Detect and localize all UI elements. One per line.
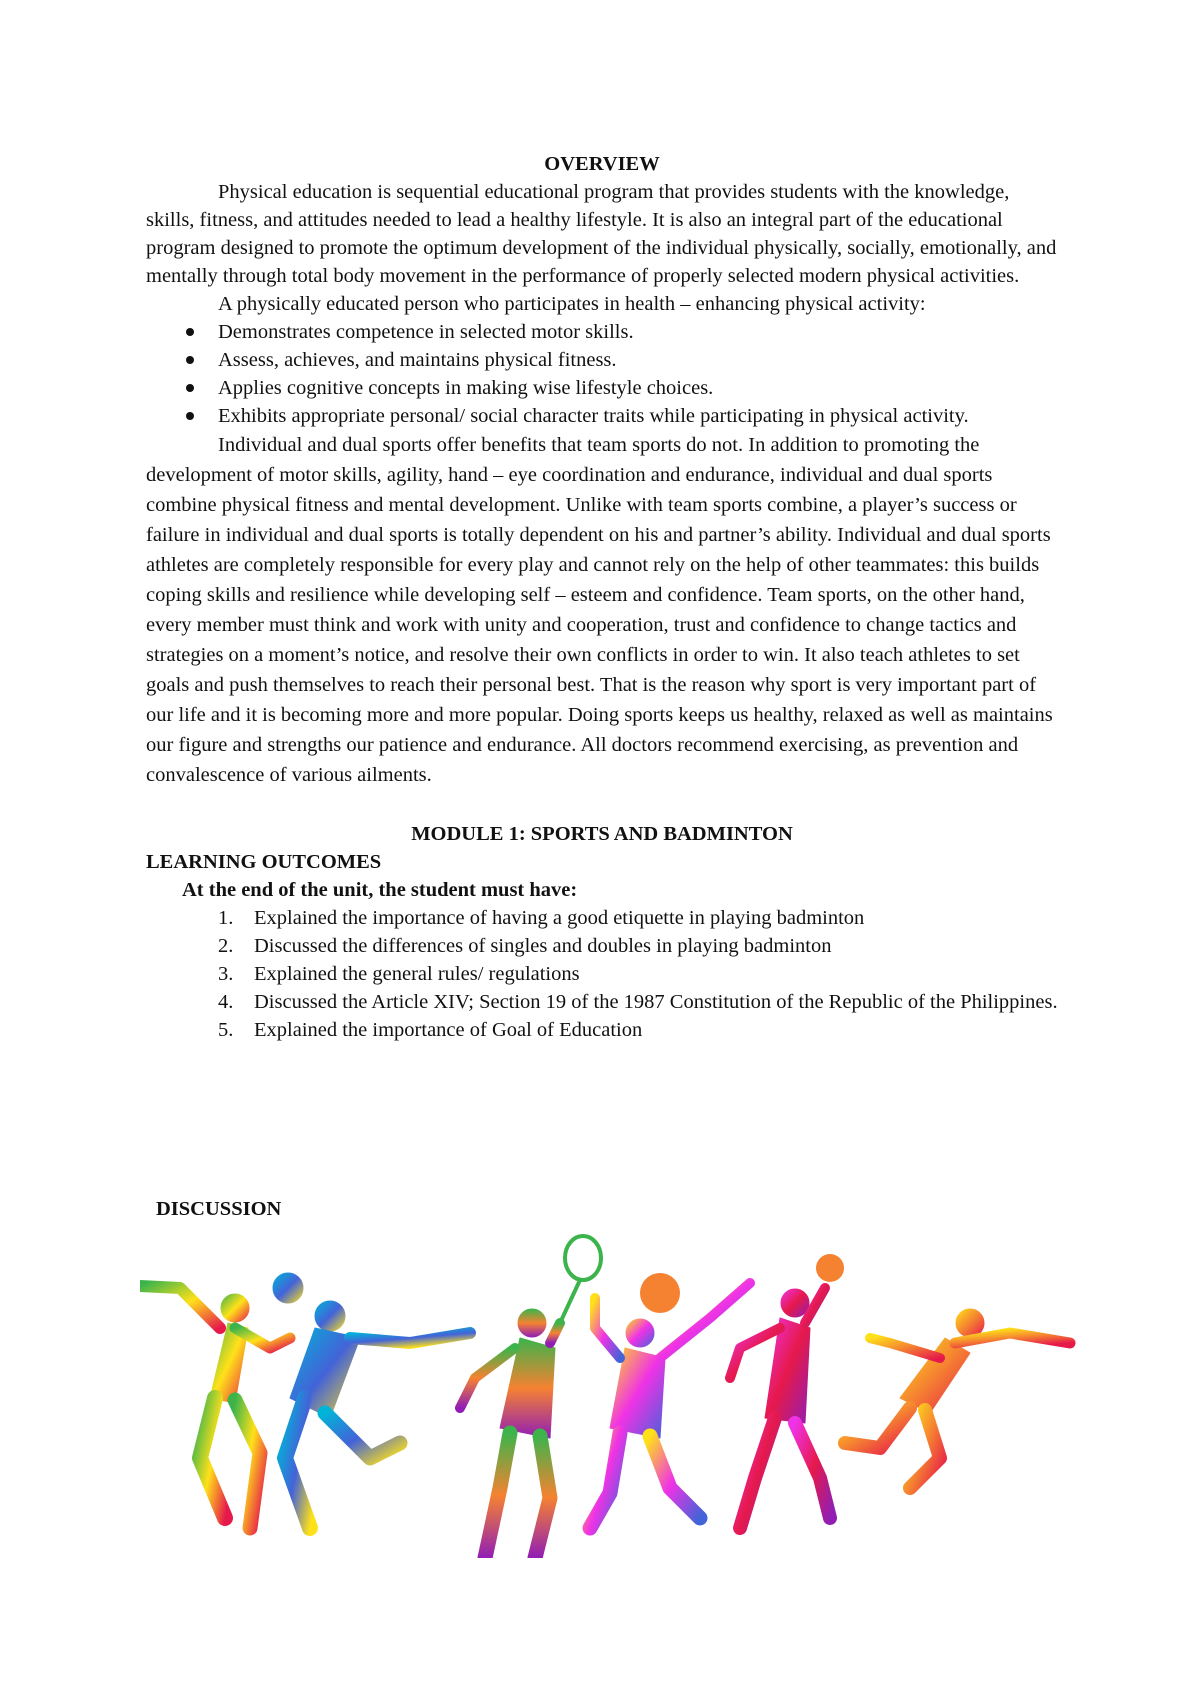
bullet-icon bbox=[186, 412, 194, 420]
list-number: 3. bbox=[218, 963, 234, 985]
volleyball-player-figure bbox=[590, 1273, 750, 1528]
list-item-text: Demonstrates competence in selected motor skills. bbox=[218, 321, 634, 343]
list-item-text: Discussed the differences of singles and doubles in playing badminton bbox=[254, 935, 832, 957]
list-item bbox=[146, 960, 1058, 988]
sports-silhouettes-illustration bbox=[140, 1228, 1080, 1558]
list-item-text: Applies cognitive concepts in making wise lifestyle choices. bbox=[218, 377, 714, 399]
list-item-text: Explained the general rules/ regulations bbox=[254, 963, 580, 985]
sprinter-figure bbox=[845, 1309, 1070, 1488]
list-item-text: Discussed the Article XIV; Section 19 of the 1987 Constitution of the Republic of the Philippines. bbox=[254, 991, 1058, 1013]
list-number: 2. bbox=[218, 935, 234, 957]
list-item bbox=[146, 1016, 1058, 1044]
overview-paragraph-2: A physically educated person who participates in health – enhancing physical activity: bbox=[218, 293, 926, 315]
list-item bbox=[146, 402, 1058, 430]
tennis-player-figure bbox=[460, 1236, 601, 1558]
overview-heading: OVERVIEW bbox=[544, 153, 660, 175]
overview-paragraph-1: Physical education is sequential educational program that provides students with the knowledge, skills, fitness, and attitudes needed to lead a healthy lifestyle. It is also an integral part of the educational program designed to promote the optimum development of the individual physically, socially, emotionally, and mentally through total body movement in the performance of properly selected modern physical activities. bbox=[146, 181, 1057, 287]
list-item-text: Explained the importance of Goal of Education bbox=[254, 1019, 643, 1041]
discussion-heading: DISCUSSION bbox=[156, 1198, 282, 1220]
list-item bbox=[146, 904, 1058, 932]
list-item bbox=[146, 346, 1058, 374]
module-heading: MODULE 1: SPORTS AND BADMINTON bbox=[411, 823, 793, 845]
list-item bbox=[146, 318, 1058, 346]
learning-outcomes-subheading: At the end of the unit, the student must have: bbox=[182, 879, 578, 901]
list-item-text: Assess, achieves, and maintains physical fitness. bbox=[218, 349, 617, 371]
benefit-list bbox=[146, 318, 1058, 430]
list-item bbox=[146, 988, 1058, 1016]
list-number: 1. bbox=[218, 907, 234, 929]
list-item bbox=[146, 374, 1058, 402]
document-body bbox=[146, 150, 1058, 1044]
learning-outcomes-heading: LEARNING OUTCOMES bbox=[146, 851, 382, 873]
basketball-player-figure bbox=[273, 1273, 470, 1528]
jumping-athlete-figure bbox=[140, 1286, 290, 1528]
outcomes-list bbox=[146, 904, 1058, 1044]
overview-paragraph-3: Individual and dual sports offer benefits that team sports do not. In addition to promoting the development of motor skills, agility, hand – eye coordination and endurance, individual and dual sports combine physical fitness and mental development. Unlike with team sports combine, a player’s success or failure in individual and dual sports is totally dependent on his and partner’s ability. Individual and dual sports athletes are completely responsible for every play and cannot rely on the help of other teammates: this builds coping skills and resilience while developing self – esteem and confidence. Team sports, on the other hand, every member must think and work with unity and cooperation, trust and confidence to change tactics and strategies on a moment’s notice, and resolve their own conflicts in order to win. It also teach athletes to set goals and push themselves to reach their personal best. That is the reason why sport is very important part of our life and it is becoming more and more popular. Doing sports keeps us healthy, relaxed as well as maintains our figure and strengths our patience and endurance. All doctors recommend exercising, as prevention and convalescence of various ailments. bbox=[146, 434, 1053, 786]
spiker-figure bbox=[730, 1254, 844, 1528]
bullet-icon bbox=[186, 328, 194, 336]
list-item bbox=[146, 932, 1058, 960]
list-number: 5. bbox=[218, 1019, 234, 1041]
list-item-text: Explained the importance of having a good etiquette in playing badminton bbox=[254, 907, 865, 929]
bullet-icon bbox=[186, 384, 194, 392]
list-item-text: Exhibits appropriate personal/ social character traits while participating in physical activity. bbox=[218, 405, 969, 427]
bullet-icon bbox=[186, 356, 194, 364]
list-number: 4. bbox=[218, 991, 234, 1013]
